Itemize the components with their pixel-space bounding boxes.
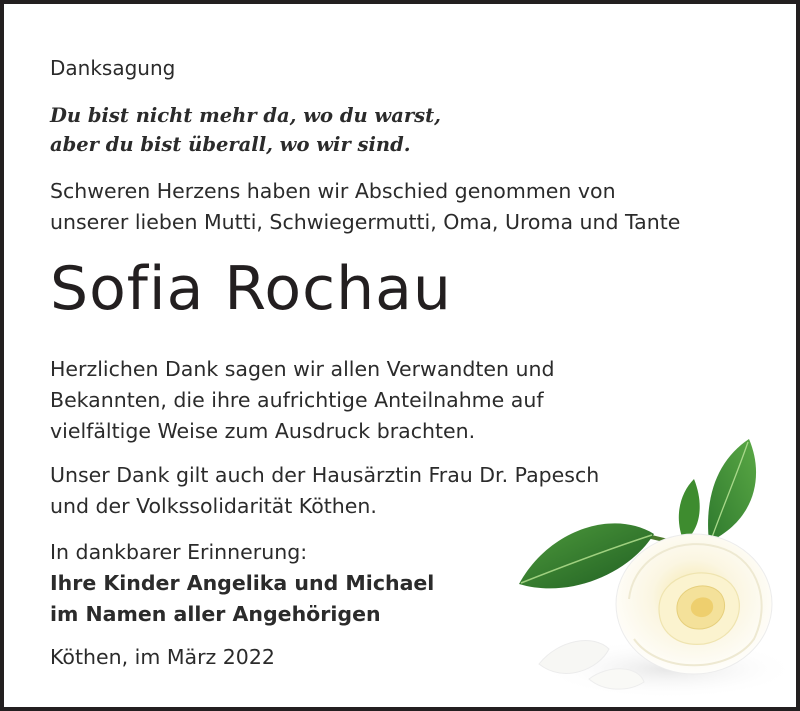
signers-line-2: im Namen aller Angehörigen [50,602,381,626]
intro-line-1: Schweren Herzens haben wir Abschied genommen von [50,179,616,203]
closing-line: In dankbarer Erinnerung: [50,540,308,564]
thanks-line-3: vielfältige Weise zum Ausdruck brachten. [50,419,476,443]
intro-paragraph [50,176,680,238]
white-rose-image [509,434,794,709]
deceased-name: Sofia Rochau [50,254,452,324]
quote-line-1: Du bist nicht mehr da, wo du warst, [50,104,441,127]
quote-line-2: aber du bist überall, wo wir sind. [50,133,411,156]
doctor-thanks-line-1: Unser Dank gilt auch der Hausärztin Frau Dr. Papesch [50,463,600,487]
heading: Danksagung [50,56,176,80]
doctor-thanks-line-2: und der Volkssolidarität Köthen. [50,494,377,518]
thanks-line-1: Herzlichen Dank sagen wir allen Verwandten und [50,357,555,381]
signers-line-1: Ihre Kinder Angelika und Michael [50,571,435,595]
intro-line-2: unserer lieben Mutti, Schwiegermutti, Oma, Uroma und Tante [50,210,681,234]
place-date: Köthen, im März 2022 [50,645,275,669]
thanks-line-2: Bekannten, die ihre aufrichtige Anteilnahme auf [50,388,544,412]
thanks-paragraph [50,354,555,447]
